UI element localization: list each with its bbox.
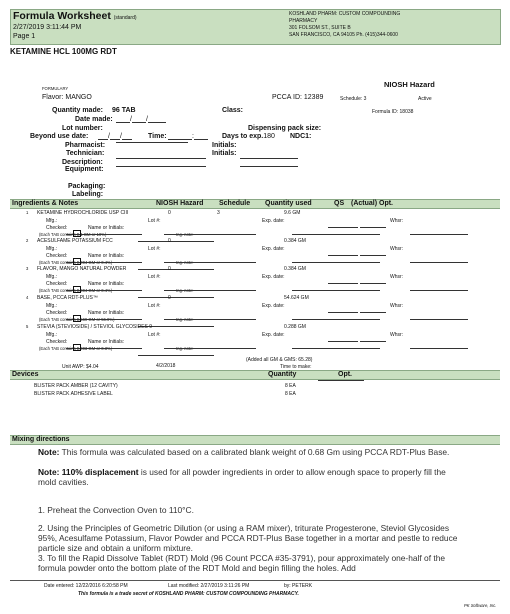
ingredient-number: 4	[26, 295, 29, 300]
ingredient-number: 1	[26, 210, 29, 215]
name-initials-label: Name or Initials:	[88, 339, 125, 345]
checked-checkbox[interactable]	[70, 339, 84, 357]
page-number: Page 1	[13, 33, 36, 40]
initials-label-2: Initials:	[212, 150, 237, 157]
company-line-3: 301 FOLSOM ST., SUITE B	[289, 25, 351, 31]
device-qty-1: 8 EA	[285, 383, 296, 389]
whsr-label: Whsr:	[390, 274, 404, 280]
whsr-label: Whsr:	[390, 303, 404, 309]
actual-field[interactable]	[360, 238, 386, 256]
flavor-row: Flavor: MANGO	[42, 94, 92, 101]
technician-field[interactable]	[116, 149, 206, 167]
pharmacist-label: Pharmacist:	[65, 142, 106, 149]
checked-label: Checked:	[46, 253, 68, 259]
company-line-1: KOSHLAND PHARM: CUSTOM COMPOUNDING	[289, 11, 401, 17]
name-initials-field[interactable]	[138, 280, 214, 298]
labeling-label: Labeling:	[72, 191, 104, 198]
device-qty-2: 8 EA	[285, 391, 296, 397]
modified-by: by: PETERK	[284, 583, 313, 589]
whsr-field[interactable]	[410, 217, 468, 235]
worksheet-datetime: 2/27/2019 3:11:44 PM	[13, 24, 82, 31]
bud-label: Beyond use date:	[30, 133, 89, 140]
checked-label: Checked:	[46, 310, 68, 316]
qs-field[interactable]	[328, 324, 358, 342]
last-modified: Last modified: 2/27/2019 3:11:26 PM	[168, 583, 250, 589]
days-to-exp-label: Days to exp.180	[222, 133, 275, 140]
ing-note-label: Ing. note:	[176, 346, 194, 351]
actual-field[interactable]	[360, 295, 386, 313]
initials-label-1: Initials:	[212, 142, 237, 149]
ingredient-quantity: 9.6 GM	[284, 210, 301, 216]
ing-note-label: Ing. note:	[176, 232, 194, 237]
whsr-label: Whsr:	[390, 246, 404, 252]
ingredient-quantity: 0.384 GM	[284, 238, 306, 244]
quantity-made-value: 96 TAB	[112, 107, 136, 114]
product-name: KETAMINE HCL 100MG RDT	[10, 47, 117, 56]
mfg-label: Mfg.:	[46, 332, 58, 338]
mfg-label: Mfg.:	[46, 274, 58, 280]
mixing-step-3: 3. To fill the Rapid Dissolve Tablet (RDT) Mold (96 Count PCCA #35-3791), pour approximately one-half of the formula powder onto the bottom plate of the RDT Mold and begin filling the holes. Add	[38, 553, 446, 573]
mfg-label: Mfg.:	[46, 246, 58, 252]
ingredient-name: FLAVOR, MANGO NATURAL POWDER	[37, 266, 127, 272]
schedule: Schedule: 3	[340, 96, 367, 102]
ingredient-number: 3	[26, 266, 29, 271]
ingredient-niosh: 0	[168, 238, 171, 244]
mixing-step-2: 2. Using the Principles of Geometric Dilution (or using a RAM mixer), triturate Progesterone, Steviol Glycosides 95%, Acesulfame Potassium, Flavor Powder and PCCA RDT-Plus Base together in a mortar and pestle to reduce particle size and obtain a uniform mixture.	[38, 523, 458, 553]
qs-field[interactable]	[328, 266, 358, 284]
ingredient-schedule: 3	[217, 210, 220, 216]
ndc-label: NDC1:	[290, 133, 312, 140]
description-label: Description:	[62, 159, 103, 166]
time-field[interactable]: :	[168, 132, 208, 140]
exp-date-label: Exp. date:	[262, 303, 285, 309]
software-credit: PK Software, Inc.	[464, 603, 497, 608]
company-line-2: PHARMACY	[289, 18, 318, 24]
ingredient-quantity: 54.624 GM	[284, 295, 309, 301]
status-badge: Active	[418, 96, 432, 102]
ingredient-quantity: 0.384 GM	[284, 266, 306, 272]
ingredient-niosh: 0	[168, 266, 171, 272]
exp-date-label: Exp. date:	[262, 218, 285, 224]
name-initials-field[interactable]	[138, 224, 214, 242]
ing-note-label: Ing. note:	[176, 288, 194, 293]
time-label: Time:	[148, 133, 167, 140]
niosh-hazard-label: NIOSH Hazard	[384, 80, 435, 89]
exp-date-label: Exp. date:	[262, 274, 285, 280]
formulary-label: FORMULARY	[42, 86, 69, 91]
whsr-label: Whsr:	[390, 332, 404, 338]
mixing-step-1: 1. Preheat the Convection Oven to 110°C.	[38, 505, 194, 515]
qs-field[interactable]	[328, 210, 358, 228]
ingredient-note: (Each TAB contains 0.004 GM or 0.4%)	[39, 288, 113, 293]
unit-awp: Unit AWP: $4.04	[62, 364, 99, 370]
checked-label: Checked:	[46, 339, 68, 345]
ingredients-header: Ingredients & Notes NIOSH Hazard Schedule Quantity used QS (Actual) Opt.	[10, 199, 500, 209]
ingredient-number: 2	[26, 238, 29, 243]
quantity-made-label: Quantity made:	[52, 107, 103, 114]
mixing-note-1: Note: This formula was calculated based on a calibrated blank weight of 0.68 Gm using PCCA RDT-Plus Base.	[38, 447, 450, 457]
ing-note-label: Ing. note:	[176, 317, 194, 322]
lot-label: Lot #:	[148, 246, 161, 252]
lot-label: Lot #:	[148, 274, 161, 280]
class-label: Class:	[222, 107, 244, 114]
name-initials-label: Name or Initials:	[88, 253, 125, 259]
worksheet-title: Formula Worksheet (standard)	[13, 10, 137, 22]
ingredient-name: BASE, PCCA RDT-PLUS™	[37, 295, 98, 301]
exp-date-label: Exp. date:	[262, 332, 285, 338]
devices-header: Devices Quantity Opt.	[10, 370, 500, 380]
dispensing-pack-label: Dispensing pack size:	[248, 125, 322, 132]
whsr-field[interactable]	[410, 273, 468, 291]
lot-number-label: Lot number:	[62, 125, 103, 132]
checked-label: Checked:	[46, 281, 68, 287]
ingredient-niosh: 0	[168, 295, 171, 301]
ing-note-label: Ing. note:	[176, 260, 194, 265]
ingredient-name: KETAMINE HYDROCHLORIDE USP CIII	[37, 210, 129, 216]
awp-date: 4/2/2018	[156, 363, 176, 369]
name-initials-field[interactable]	[138, 252, 214, 270]
ingredient-niosh: 0	[168, 210, 171, 216]
technician-label: Technician:	[66, 150, 105, 157]
exp-date-label: Exp. date:	[262, 246, 285, 252]
pcca-id: PCCA ID: 12389	[272, 94, 324, 101]
ingredient-note: (Each TAB contains 0.004 GM or 0.4%)	[39, 260, 113, 265]
lot-label: Lot #:	[148, 218, 161, 224]
footer-divider	[10, 580, 500, 581]
mixing-note-2: Note: 110% displacement is used for all powder ingredients in order to allow enough space to properly fill the mold cavities.	[38, 467, 446, 487]
mfg-label: Mfg.:	[46, 303, 58, 309]
packaging-label: Packaging:	[68, 183, 106, 190]
qs-field[interactable]	[328, 295, 358, 313]
name-initials-field[interactable]	[138, 338, 214, 356]
whsr-field[interactable]	[410, 302, 468, 320]
mixing-header: Mixing directions	[10, 435, 500, 445]
name-initials-label: Name or Initials:	[88, 310, 125, 316]
whsr-field[interactable]	[410, 331, 468, 349]
date-made-field[interactable]: / /	[116, 115, 166, 123]
lot-label: Lot #:	[148, 332, 161, 338]
name-initials-label: Name or Initials:	[88, 281, 125, 287]
added-total: (Added all GM & GMS: 65.28)	[246, 357, 313, 363]
trade-secret-notice: This formula is a trade secret of KOSHLAND PHARM: CUSTOM COMPOUNDING PHARMACY.	[78, 591, 299, 597]
ingredient-name: ACESULFAME POTASSIUM FCC	[37, 238, 113, 244]
ingredient-note: (Each TAB contains 0.1 GM or 10%)	[39, 232, 107, 237]
whsr-label: Whsr:	[390, 218, 404, 224]
whsr-field[interactable]	[410, 245, 468, 263]
ingredient-number: 5	[26, 324, 29, 329]
qs-field[interactable]	[328, 238, 358, 256]
company-line-4: SAN FRANCISCO, CA 94105 Ph. (415)344-0600	[289, 32, 398, 38]
actual-field[interactable]	[360, 266, 386, 284]
date-made-label: Date made:	[75, 116, 113, 123]
device-name-2: BLISTER PACK ADHESIVE LABEL	[34, 391, 113, 397]
actual-field[interactable]	[360, 324, 386, 342]
initials-field-2[interactable]	[240, 149, 298, 167]
checked-label: Checked:	[46, 225, 68, 231]
bud-field[interactable]: / /	[98, 132, 132, 140]
actual-field[interactable]	[360, 210, 386, 228]
ingredient-note: (Each TAB contains 0.003 GM or 0.3%)	[39, 346, 113, 351]
time-to-make-label: Time to make:	[280, 364, 312, 370]
lot-label: Lot #:	[148, 303, 161, 309]
ingredient-name: STEVIA (STEVIOSIDE) / STEVIOL GLYCOSIDES 9	[37, 324, 153, 330]
equipment-label: Equipment:	[65, 166, 104, 173]
ingredient-quantity: 0.288 GM	[284, 324, 306, 330]
date-entered: Date entered: 12/22/2016 6:20:58 PM	[44, 583, 128, 589]
formula-id: Formula ID: 18038	[372, 109, 414, 115]
ingredient-note: (Each TAB contains 0.569 GM or 56.9%)	[39, 317, 115, 322]
name-initials-label: Name or Initials:	[88, 225, 125, 231]
device-name-1: BLISTER PACK AMBER (12 CAVITY)	[34, 383, 118, 389]
mfg-label: Mfg.:	[46, 218, 58, 224]
